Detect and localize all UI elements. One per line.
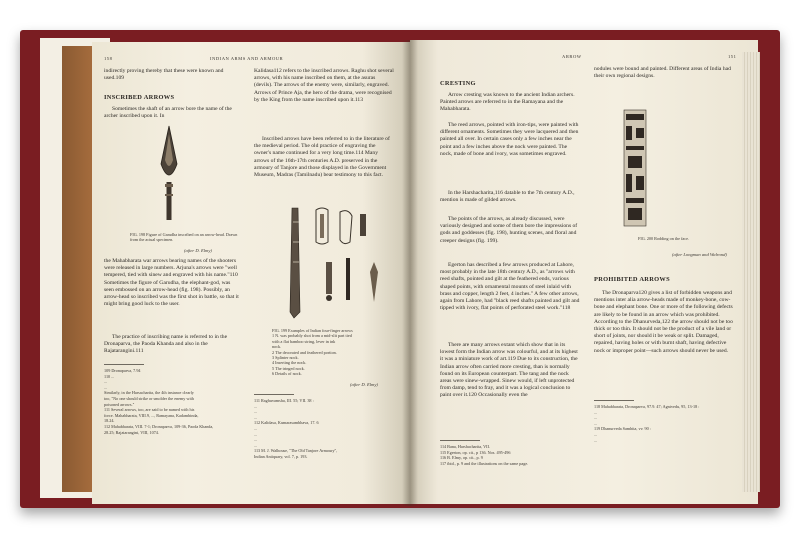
left-col1-footnote-rule — [104, 364, 144, 365]
right-col1-para3: In the Harshacharita,116 datable to the 7th century A.D., mention is made of gilded arrows. — [440, 190, 575, 204]
footnote-line: ... — [254, 409, 258, 415]
footnote-line: 111 Several arrows, too, are said to be named with his — [104, 407, 195, 413]
caption-line: nock. — [272, 344, 282, 350]
book-gutter — [402, 40, 418, 506]
footnote-line: ... — [594, 415, 598, 421]
left-col2-para2: Inscribed arrows have been referred to in the literature of the medieval period. The old practice of engraving the owner's name continued for a very long time.114 Many arrows of the 16th-17th centuries A.D. preserved in the armoury of Tanjore and those displayed in the Government Museum, Madras (Tamilnadu) bear testimony to this fact. — [254, 136, 390, 179]
footnote-line: 111 Raghuvamsha, III. 55; VII. 38 : — [254, 398, 314, 403]
footnote-line: ... — [104, 384, 108, 390]
left-running-head: INDIAN ARMS AND ARMOUR — [210, 56, 284, 61]
footnote-line: ... — [254, 414, 258, 420]
right-col1-para6: There are many arrows extant which show that in its lowest form the Indian arrow was colourful, and at its highest it was a miniature work of art.119 Due to its construction, the Indian arrow often carried more cresting, than is normally found on its European counterpart. The tang and the nock areas were sinew-wrapped. Sinew would, if left unprotected from damp, tend to fray, and it was a logical conclusion to paint over it.120 Occasionally even the — [440, 342, 578, 399]
caption-line: 6 Details of nock. — [272, 371, 302, 377]
caption-line: 4 Inserting the nock. — [272, 360, 307, 366]
footnote-line: ... — [594, 420, 598, 426]
footnote-line: 119 Dhanurveda Samhita, vv. 90 : — [594, 426, 651, 432]
fig198-arrowhead-illustration — [144, 124, 194, 224]
right-col2-top-text: nodules were bound and painted. Different areas of India had their own regional designs. — [594, 66, 731, 80]
right-col1-para4: The points of the arrows, as already discussed, were variously designed and some of them bore the impressions of gods and goddesses (fig. 198), hunting scenes, and floral and creeper designs (fig. 199). — [440, 216, 578, 244]
left-col1-para1: Sometimes the shaft of an arrow bore the name of the archer inscribed upon it. In — [104, 106, 232, 120]
left-col1-para3: The practice of inscribing name is referred to in the Dronaparva, the Paoda Khanda and also in the Rajatarangini.111 — [104, 334, 228, 355]
right-col2-footnote-rule — [594, 400, 634, 401]
footnote-line: 18.24. — [104, 418, 115, 424]
left-col2-footnote-rule — [254, 394, 294, 395]
footnote-line: Indian Antiquary, vol. 7, p. 193. — [254, 453, 308, 459]
right-col1-footnotes — [440, 444, 580, 466]
footnote-line: ... — [254, 431, 258, 437]
caption-line: 2 The decorated and feathered portion. — [272, 349, 337, 355]
left-col2-footnotes — [254, 398, 394, 460]
left-col1-footnotes — [104, 368, 240, 435]
footnote-line: ... — [254, 437, 258, 443]
footnote-line: ... — [594, 431, 598, 437]
caption-line: with a flat bamboo string, lever in ink — [272, 338, 336, 344]
footnote-line: poisoned arrows." — [104, 401, 135, 407]
right-col1-footnote-rule — [440, 440, 480, 441]
right-page-number: 151 — [728, 54, 737, 59]
right-col2-para1: The Dronaparva120 gives a list of forbidden weapons and mentions inter alia arrow-heads made of monkey-bone, cow-bone and elephant bone. One or more of the following defects are likely to be found in an arrow which was prohibited. According to the Dhanurveda,122 the arrow should not be too thick or too thin. It should not be the product of a vile land or short of joints, nor should it be weak or split. Damaged, repaired, having holes or with burnt shaft, having defective nock or improper point—such arrows should never be used. — [594, 290, 733, 354]
caption-line: 3 Splinter nock. — [272, 355, 299, 361]
right-col1-para2: The reed arrows, pointed with iron-tips, were painted with different ornaments. Sometimes they were lacquered and then painted all over. In certain cases only a few inches near the point and a few inches above the nock were painted. The nock, made of bone and ivory, was sometimes engraved. — [440, 122, 579, 157]
fig198-attribution: (after D. Elmy) — [184, 248, 212, 253]
footnote-line: ... — [254, 442, 258, 448]
heading-prohibited-arrows: PROHIBITED ARROWS — [594, 276, 670, 283]
footnote-line: ... — [594, 437, 598, 443]
footnote-line: 118 Mahabharata, Dronaparva, 97.9. 47; Agnivedu, 95, 13-18 : — [594, 404, 700, 409]
fig200-rodding-illustration — [618, 108, 652, 228]
right-col1-para5: Egerton has described a few arrows produced at Lahore, most probably in the late 18th century A.D., as "arrows with reed shafts, pointed and gilt at the feathered ends, various shaped points, with ornamental mounts of steel inlaid with brass and copper, length 2 feet, 4 inches." A few other arrows, again from Lahore, had "black reed shafts painted and gilt and tipped with ivory, flat points of perforated steel work."118 — [440, 262, 580, 312]
left-col1-top-text: indirectly proving thereby that these were known and used.109 — [104, 68, 224, 82]
caption-line: 1 N. was probably shot from a mid-slit part tied — [272, 333, 352, 339]
footnote-line: 113 M. J. Walhouse, "The Old Tanjore Armoury", — [254, 448, 338, 454]
left-col2-para1: Kalidasa112 refers to the inscribed arrows. Raghu shot several arrows, with his name inscribed on them, at the asuras (devils). The arrows of the enemy were, similarly, engraved. Arrows of Prince Aja, the hero of the drama, were recognised by the King from the name inscribed upon it.113 — [254, 68, 394, 103]
fig200-attribution: (after Longman and Walrond) — [672, 252, 727, 257]
footnote-line: ... — [254, 425, 258, 431]
footnote-line: 116 B. Elmy, op. cit., p. 9 — [440, 455, 483, 461]
footnote-line: Similarly, in the Harsacharita, the 4th instance clearly — [104, 390, 194, 396]
footnote-line: 112 Kalidasa, Kumarasambhava, 17. 6 — [254, 420, 319, 426]
right-col1-para1: Arrow cresting was known to the ancient Indian archers. Painted arrows are referred to in the Ramayana and the Mahabharata. — [440, 92, 575, 113]
footnote-line: 117 ibid., p. 9 and the illustrations on the same page. — [440, 460, 529, 466]
left-page — [92, 42, 410, 504]
footnote-line: 114 Bana, Harshacharita, VII. — [440, 444, 490, 449]
fig198-caption: FIG. 198 Figure of Garudha inscribed on an arrow-head. Drawn from the actual specimen. — [130, 232, 238, 243]
footnote-line: 115 Egerton, op. cit., p 136. Nos. 495-496 — [440, 449, 511, 455]
right-col2-footnotes — [594, 404, 738, 443]
fig199-arrows-illustration — [282, 202, 392, 322]
right-running-head: ARROW — [562, 54, 582, 59]
footnote-line: 110 ... — [104, 373, 115, 379]
page-edges — [742, 52, 760, 492]
footnote-line: too, "No one should strike or smolder the enemy with — [104, 395, 194, 401]
right-page — [410, 40, 758, 504]
footnote-line: 112 Mahabharata, VIII. 7-1; Dronaparva, 109-36, Paoda Khanda, — [104, 423, 214, 429]
footnote-line: ... — [594, 409, 598, 415]
footnote-line: 109 Dronaparva, 7.94 — [104, 368, 141, 373]
footnote-line: 28.25; Rajatarangini, VIII, 1074. — [104, 429, 159, 435]
heading-inscribed-arrows: INSCRIBED ARROWS — [104, 94, 175, 101]
book-spine-edge — [62, 46, 96, 492]
caption-line: 5 The tringed nock. — [272, 365, 305, 371]
footnote-line: ... — [254, 403, 258, 409]
heading-cresting: CRESTING — [440, 80, 476, 87]
fig199-caption — [272, 328, 402, 377]
fig199-attribution: (after D. Elmy) — [350, 382, 378, 387]
left-page-number: 158 — [104, 56, 113, 61]
footnote-line: ... — [104, 379, 108, 385]
fig200-caption: FIG. 200 Rodding on the face. — [638, 236, 690, 241]
left-col1-para2: the Mahabharata war arrows bearing names of the shooters were released in large numbers. Arjuna's arrows were "well tempered, tied with sinew and engraved with his name."110 Sometimes the figure of Garudha, the elephant-god, was seen embossed on an arrow-head (fig. 198). Possibly, an arrow-head so inscribed was the first shot in battle, so that it might bring good luck to the user. — [104, 258, 239, 308]
footnote-line: force. Mahabharata, VIII.9, ..., Ramayana, Kadambinda, — [104, 412, 199, 418]
caption-line: FIG. 199 Examples of Indian four-finger arrows — [272, 328, 353, 333]
